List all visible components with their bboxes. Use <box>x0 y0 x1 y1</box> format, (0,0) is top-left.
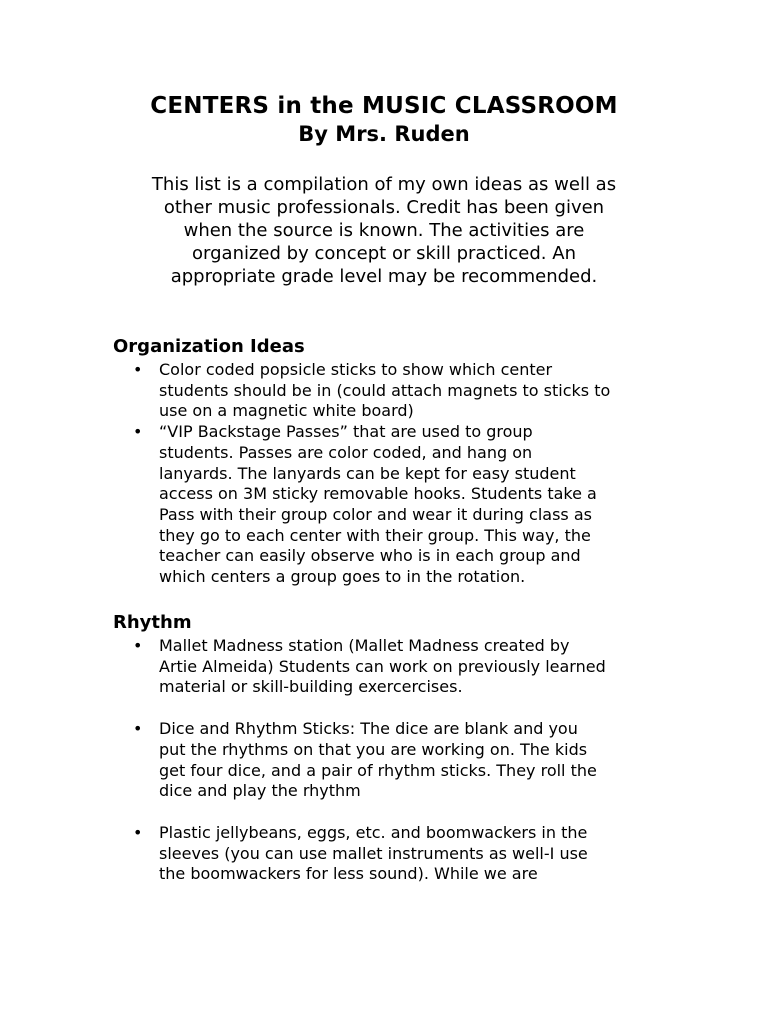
list-item-line: Color coded popsicle sticks to show which center <box>159 360 553 379</box>
list-spacer <box>113 698 673 719</box>
section-heading-organization: Organization Ideas <box>113 336 305 357</box>
intro-line: when the source is known. The activities are <box>183 220 585 241</box>
list-item-line: “VIP Backstage Passes” that are used to group <box>159 422 533 442</box>
intro-line: appropriate grade level may be recommended. <box>170 266 598 287</box>
intro-paragraph <box>110 173 658 288</box>
list-item-line: the boomwackers for less sound). While we are <box>159 864 538 884</box>
rhythm-section <box>113 612 673 885</box>
bullet-icon: • <box>133 422 143 442</box>
list-item-line: access on 3M sticky removable hooks. Students take a <box>159 484 597 504</box>
list-item <box>113 636 673 698</box>
list-item <box>113 719 673 802</box>
list-item-line: which centers a group goes to in the rotation. <box>159 567 526 587</box>
bullet-icon: • <box>133 636 143 655</box>
bullet-icon: • <box>133 360 143 379</box>
list-item-line: Plastic jellybeans, eggs, etc. and boomwackers in the <box>159 822 588 842</box>
list-item-line: students should be in (could attach magnets to sticks to <box>159 380 611 400</box>
intro-line: organized by concept or skill practiced. An <box>192 243 576 264</box>
list-item-line: Pass with their group color and wear it during class as <box>159 504 592 524</box>
list-item-line: material or skill-building exercercises. <box>159 677 463 697</box>
organization-section <box>113 336 673 588</box>
list-item-line: Dice and Rhythm Sticks: The dice are blank and you <box>159 719 578 739</box>
bullet-icon: • <box>133 719 143 739</box>
organization-list <box>113 360 673 588</box>
list-item-line: they go to each center with their group. This way, the <box>159 525 591 545</box>
author-byline: By Mrs. Ruden <box>298 122 470 146</box>
section-heading-rhythm: Rhythm <box>113 612 192 633</box>
list-item-line: put the rhythms on that you are working on. The kids <box>159 739 588 759</box>
list-item-line: dice and play the rhythm <box>159 781 361 801</box>
list-item-line: Artie Almeida) Students can work on previously learned <box>159 656 606 676</box>
list-item-line: teacher can easily observe who is in each group and <box>159 546 581 566</box>
bullet-icon: • <box>133 822 143 842</box>
intro-line: other music professionals. Credit has been given <box>163 197 605 218</box>
document-title: CENTERS in the MUSIC CLASSROOM <box>150 93 618 119</box>
list-item <box>113 823 673 885</box>
list-item-line: students. Passes are color coded, and hang on <box>159 442 533 462</box>
list-item-line: sleeves (you can use mallet instruments as well-I use <box>159 843 588 863</box>
list-item-line: get four dice, and a pair of rhythm sticks. They roll the <box>159 760 597 780</box>
list-item-line: use on a magnetic white board) <box>159 401 414 421</box>
list-item <box>113 360 673 422</box>
list-item-line: lanyards. The lanyards can be kept for easy student <box>159 463 576 483</box>
list-item <box>113 422 673 588</box>
intro-line: This list is a compilation of my own ideas as well as <box>151 174 617 195</box>
list-spacer <box>113 802 673 823</box>
rhythm-list <box>113 636 673 885</box>
list-item-line: Mallet Madness station (Mallet Madness created by <box>159 636 570 655</box>
